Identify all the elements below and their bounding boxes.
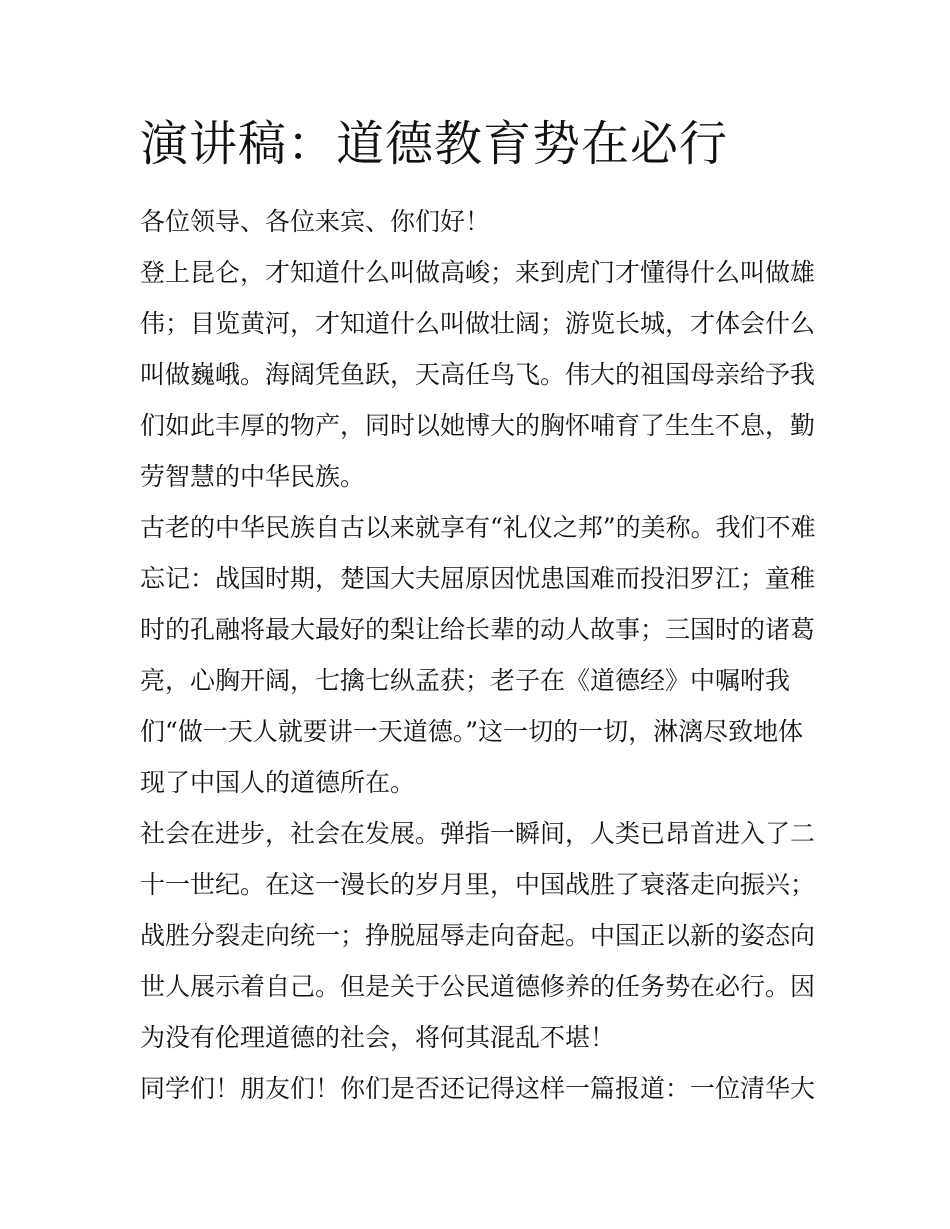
paragraph-line: 伟；目览黄河，才知道什么叫做壮阔；游览长城，才体会什么 xyxy=(140,309,816,338)
paragraph-line: 忘记：战国时期，楚国大夫屈原因忧患国难而投汨罗江；童稚 xyxy=(140,564,816,593)
paragraph-line: 十一世纪。在这一漫长的岁月里，中国战胜了衰落走向振兴； xyxy=(140,870,816,899)
greeting-line: 各位领导、各位来宾、你们好！ xyxy=(140,207,491,236)
paragraph-line: 时的孔融将最大最好的梨让给长辈的动人故事；三国时的诸葛 xyxy=(140,615,816,644)
paragraph-line: 们如此丰厚的物产，同时以她博大的胸怀哺育了生生不息，勤 xyxy=(140,411,816,440)
paragraph-line: 社会在进步，社会在发展。弹指一瞬间，人类已昂首进入了二 xyxy=(140,819,816,848)
paragraph-line: 们“做一天人就要讲一天道德。”这一切的一切，淋漓尽致地体 xyxy=(140,717,804,746)
paragraph-line: 为没有伦理道德的社会，将何其混乱不堪！ xyxy=(140,1023,616,1052)
paragraph-line: 劳智慧的中华民族。 xyxy=(140,462,366,491)
paragraph-line: 现了中国人的道德所在。 xyxy=(140,768,416,797)
paragraph-line: 登上昆仑，才知道什么叫做高峻；来到虎门才懂得什么叫做雄 xyxy=(140,258,816,287)
paragraph-line: 同学们！朋友们！你们是否还记得这样一篇报道：一位清华大 xyxy=(140,1074,816,1103)
paragraph-line: 世人展示着自己。但是关于公民道德修养的任务势在必行。因 xyxy=(140,972,816,1001)
paragraph-line: 古老的中华民族自古以来就享有“礼仪之邦”的美称。我们不难 xyxy=(140,513,816,542)
paragraph-line: 战胜分裂走向统一；挣脱屈辱走向奋起。中国正以新的姿态向 xyxy=(140,921,816,950)
paragraph-line: 亮，心胸开阔，七擒七纵孟获；老子在《道德经》中嘱咐我 xyxy=(140,666,791,695)
document-title: 演讲稿：道德教育势在必行 xyxy=(140,116,729,172)
paragraph-line: 叫做巍峨。海阔凭鱼跃，天高任鸟飞。伟大的祖国母亲给予我 xyxy=(140,360,816,389)
